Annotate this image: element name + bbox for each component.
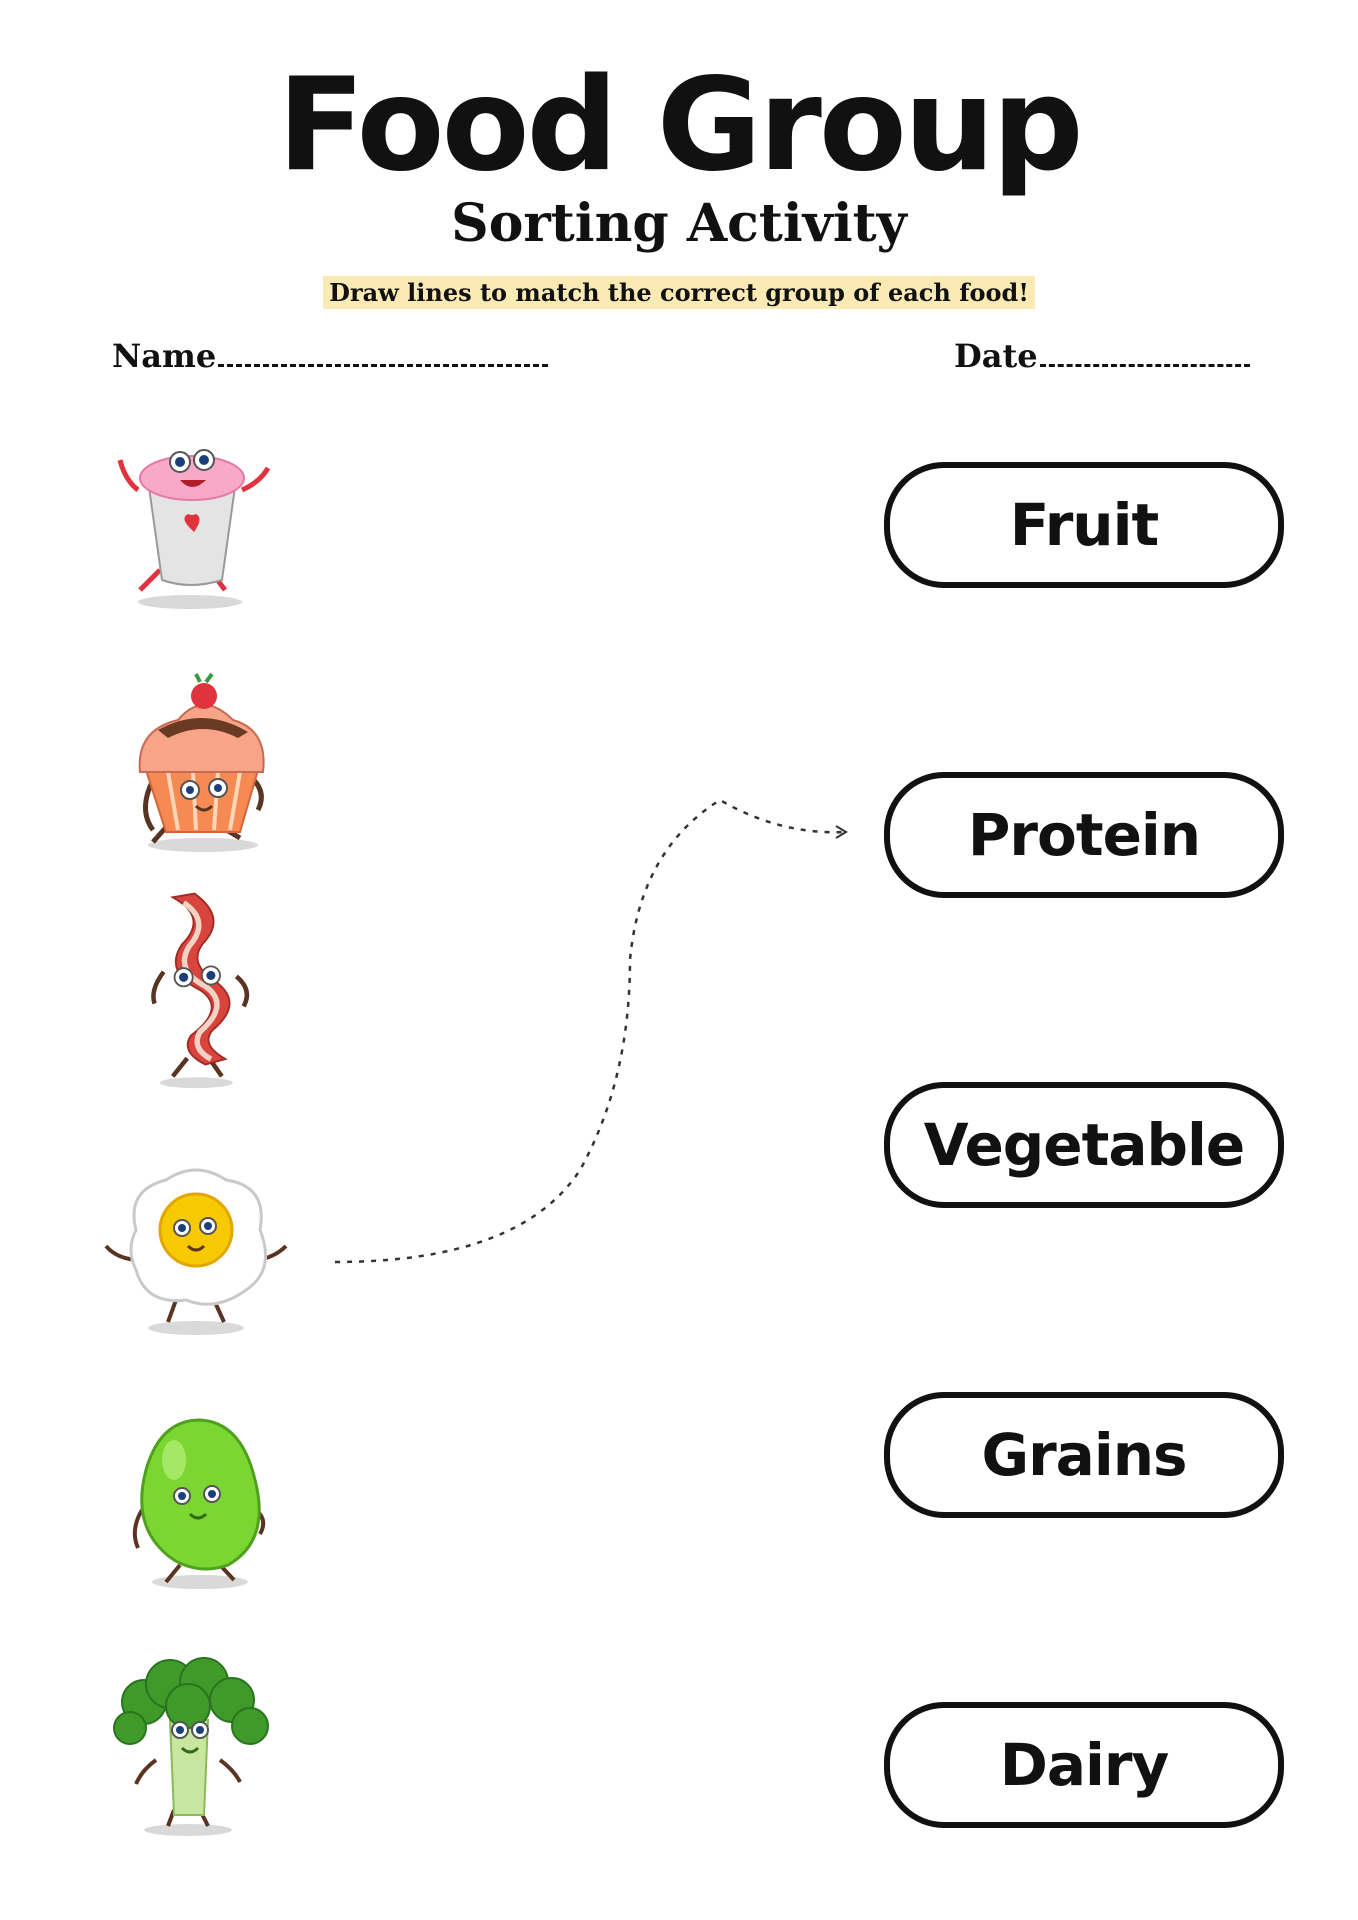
group-box-dairy[interactable] xyxy=(884,1702,1284,1828)
date-field[interactable] xyxy=(954,336,1250,375)
date-blank[interactable] xyxy=(1040,336,1250,367)
page-title: Food Group xyxy=(277,51,1081,200)
date-label: Date xyxy=(954,337,1038,375)
group-label-dairy: Dairy xyxy=(999,1731,1169,1799)
instruction-row xyxy=(0,276,1358,309)
name-field[interactable] xyxy=(112,336,548,375)
instruction-text: Draw lines to match the correct group of each food! xyxy=(323,276,1035,309)
group-label-grains: Grains xyxy=(981,1421,1187,1489)
group-box-vegetable[interactable] xyxy=(884,1082,1284,1208)
group-box-protein[interactable] xyxy=(884,772,1284,898)
page-subtitle: Sorting Activity xyxy=(451,193,907,254)
name-blank[interactable] xyxy=(218,336,548,367)
group-box-grains[interactable] xyxy=(884,1392,1284,1518)
group-label-vegetable: Vegetable xyxy=(923,1111,1245,1179)
cupcake-icon[interactable] xyxy=(108,660,308,860)
yogurt-icon[interactable] xyxy=(100,420,300,620)
lime-icon[interactable] xyxy=(100,1400,300,1600)
group-label-protein: Protein xyxy=(967,801,1201,869)
name-label: Name xyxy=(112,337,217,375)
fried-egg-icon[interactable] xyxy=(96,1150,296,1350)
group-box-fruit[interactable] xyxy=(884,462,1284,588)
bacon-icon[interactable] xyxy=(100,890,300,1090)
group-label-fruit: Fruit xyxy=(1009,491,1159,559)
broccoli-icon[interactable] xyxy=(100,1650,300,1850)
